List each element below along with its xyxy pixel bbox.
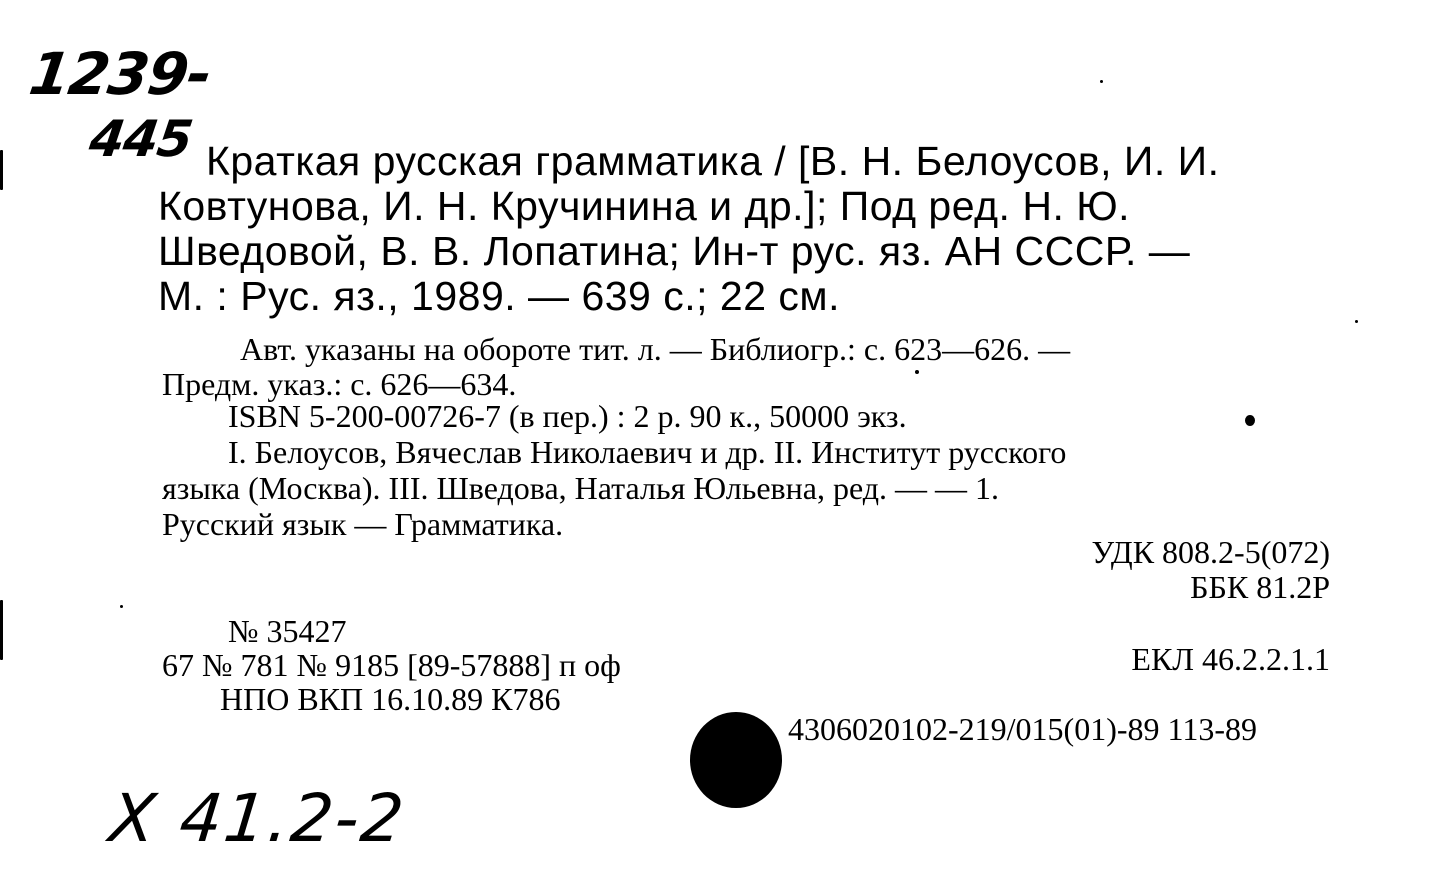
handwritten-bottom-code: X 41.2-2 [105,780,409,857]
ink-speck [1245,415,1255,426]
edge-mark [0,150,3,190]
handwritten-shelf-mark-line2: 445 [85,110,196,168]
udk-code: УДК 808.2-5(072) [1091,534,1330,570]
black-dot-mark [690,712,782,808]
ekl-code: ЕКЛ 46.2.2.1.1 [1131,641,1330,677]
tracings-line-3: Русский язык — Грамматика. [162,506,564,542]
ink-speck [1100,80,1103,83]
entry-line-2: Ковтунова, И. Н. Кручинина и др.]; Под ред. Н. Ю. [158,183,1131,229]
classification-code: 4306020102-219/015(01)-89 113-89 [788,711,1257,747]
handwritten-shelf-mark-line1: 1239- [25,40,216,108]
authors-note-line-1: Авт. указаны на обороте тит. л. — Библиогр.: с. 623—626. — [240,331,1071,367]
entry-line-3: Шведовой, В. В. Лопатина; Ин-т рус. яз. АН СССР. — [158,228,1191,274]
print-order: 67 № 781 № 9185 [89-57888] п оф [162,647,621,683]
tracings-line-2: языка (Москва). III. Шведова, Наталья Юльевна, ред. — — 1. [162,470,1000,506]
authors-note-line-2: Предм. указ.: с. 626—634. [162,366,517,402]
ink-speck [120,605,123,608]
tracings-line-1: I. Белоусов, Вячеслав Николаевич и др. II. Институт русского [228,434,1067,470]
print-number: № 35427 [228,613,347,649]
bbk-code: ББК 81.2Р [1190,569,1330,605]
print-publisher: НПО ВКП 16.10.89 К786 [220,681,561,717]
ink-speck [1355,320,1358,323]
isbn-line: ISBN 5-200-00726-7 (в пер.) : 2 р. 90 к., 50000 экз. [228,398,907,434]
ink-speck [915,370,919,374]
entry-line-4: М. : Рус. яз., 1989. — 639 с.; 22 см. [158,273,840,319]
edge-mark [0,600,3,660]
entry-line-1: Краткая русская грамматика / [В. Н. Белоусов, И. И. [206,138,1220,184]
